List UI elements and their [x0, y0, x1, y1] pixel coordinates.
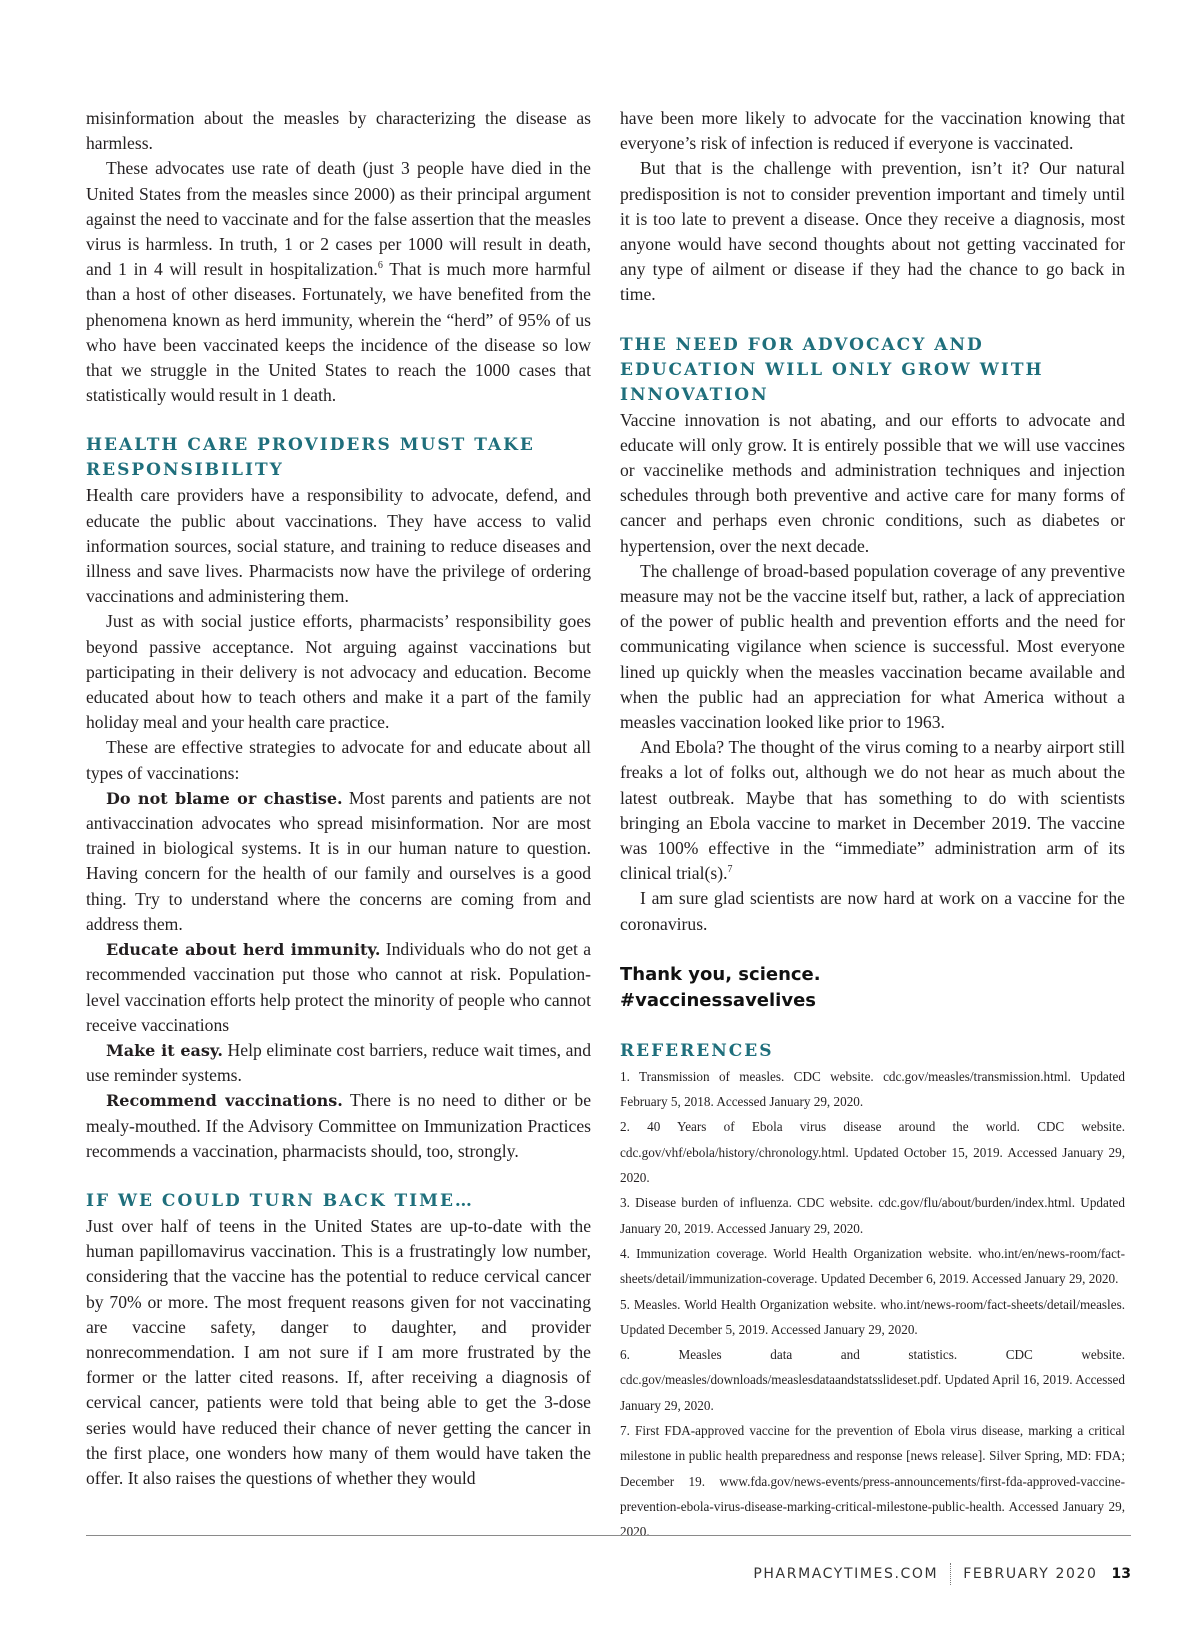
strategy-lead: Make it easy. — [106, 1040, 223, 1060]
hashtag: #vaccinessavelives — [620, 989, 817, 1011]
reference-item: 5. Measles. World Health Organization website. who.int/news-room/fact-sheets/detail/measles. Updated December 5, 2019. Accessed January 29, 2020. — [620, 1296, 1125, 1337]
references-list — [620, 1064, 1125, 1545]
page-number: 13 — [1111, 1566, 1131, 1582]
footnote-ref: 7 — [727, 864, 733, 876]
paragraph — [86, 156, 591, 408]
references-heading: REFERENCES — [620, 1040, 774, 1061]
reference-item: 6. Measles data and statistics. CDC website. cdc.gov/measles/downloads/measlesdataandstatsslideset.pdf. Updated April 16, 2019. Accessed January 29, 2020. — [620, 1347, 1125, 1413]
reference-item: 1. Transmission of measles. CDC website. cdc.gov/measles/transmission.html. Updated February 5, 2018. Accessed January 29, 2020. — [620, 1068, 1125, 1110]
strategy-text: Help eliminate cost barriers, reduce wait times, and use reminder systems. — [86, 1039, 591, 1086]
footer-issue: FEBRUARY 2020 — [963, 1566, 1098, 1582]
strategy-lead: Educate about herd immunity. — [106, 940, 381, 960]
reference-item: 7. First FDA-approved vaccine for the prevention of Ebola virus disease, marking a critical milestone in public health preparedness and response [news release]. Silver Spring, MD: FDA; December 19. www.fda.gov/news-events/press-announcements/first-fda-approved-vaccine-prevention-ebola-virus-disease-marking-critical-milestone-public-health. Accessed January 29, 2020. — [620, 1423, 1125, 1540]
reference-item: 3. Disease burden of influenza. CDC website. cdc.gov/flu/about/burden/index.html. Updated January 20, 2019. Accessed January 29, 2020. — [620, 1195, 1125, 1236]
strategy-item — [86, 1088, 591, 1164]
footer-site: PHARMACYTIMES.COM — [753, 1566, 939, 1582]
strategy-lead: Recommend vaccinations. — [106, 1091, 343, 1111]
paragraph: The challenge of broad-based population coverage of any preventive measure may not be the vaccine itself but, rather, a lack of appreciation of the power of public health and prevention efforts and the need for communicating vigilance when science is successful. Most everyone lined up quickly when the measles vaccination became available and when the public had an appreciation for what America without a measles vaccination looked like prior to 1963. — [620, 560, 1125, 733]
paragraph: But that is the challenge with prevention, isn’t it? Our natural predisposition is not to consider prevention important and timely until it is too late to prevent a disease. Once they receive a diagnosis, most anyone would have second thoughts about not getting vaccinated for any type of ailment or disease if they had the chance to go back in time. — [620, 158, 1125, 305]
paragraph: Just over half of teens in the United States are up-to-date with the human papillomavirus vaccination. This is a frustratingly low number, considering that the vaccine has the potential to reduce cervical cancer by 70% or more. The most frequent reasons given for not vaccinating are vaccine safety, danger to daughter, and provider nonrecommendation. I am not sure if I am more frustrated by the former or the latter cited reasons. If, after receiving a diagnosis of cervical cancer, patients were told that being able to get the 3-dose series would have reduced their chance of never getting the cancer in the first place, one wonders how many of them would have taken the offer. It also raises the questions of whether they would — [86, 1215, 591, 1488]
paragraph: misinformation about the measles by characterizing the disease as harmless. — [86, 108, 591, 154]
strategy-text: Individuals who do not get a recommended vaccination put those who cannot at risk. Population-level vaccination efforts help protect the minority of people who cannot receive vaccinations — [86, 939, 591, 1035]
paragraph: Health care providers have a responsibility to advocate, defend, and educate the public about vaccinations. They have access to valid information sources, social stature, and training to reduce diseases and illness and save lives. Pharmacists now have the privilege of ordering vaccinations and administering them. — [86, 485, 591, 607]
paragraph: I am sure glad scientists are now hard at work on a vaccine for the coronavirus. — [620, 888, 1125, 934]
page-footer — [753, 1563, 1131, 1585]
section-heading: THE NEED FOR ADVOCACY AND EDUCATION WILL ONLY GROW WITH INNOVATION — [620, 334, 1044, 405]
section-heading: IF WE COULD TURN BACK TIME… — [86, 1190, 474, 1211]
closing-line: Thank you, science. — [620, 963, 821, 985]
left-column — [86, 106, 591, 1491]
footer-divider — [86, 1535, 1131, 1536]
paragraph — [620, 735, 1125, 886]
paragraph-text: And Ebola? The thought of the virus coming to a nearby airport still freaks a lot of folks out, although we do not hear as much about the latest outbreak. Maybe that has something to do with scientists bringing an Ebola vaccine to market in December 2019. The vaccine was 100% effective in the “immediate” administration arm of its clinical trial(s). — [620, 737, 1125, 884]
footnote-ref: 6 — [377, 260, 383, 272]
paragraph: These are effective strategies to advocate for and educate about all types of vaccinations: — [86, 737, 591, 783]
strategy-item — [86, 786, 591, 937]
reference-item: 4. Immunization coverage. World Health Organization website. who.int/en/news-room/fact-sheets/detail/immunization-coverage. Updated December 6, 2019. Accessed January 29, 2020. — [620, 1245, 1125, 1287]
paragraph-text: That is much more harmful than a host of other diseases. Fortunately, we have benefited from the phenomena known as herd immunity, wherein the “herd” of 95% of us who have been vaccinated keeps the incidence of the disease so low that we struggle in the United States to reach the 1000 cases that statistically would result in 1 death. — [86, 259, 591, 406]
paragraph-text: These advocates use rate of death (just 3 people have died in the United States from the measles since 2000) as their principal argument against the need to vaccinate and for the false assertion that the measles virus is harmless. In truth, 1 or 2 cases per 1000 will result in death, and 1 in 4 will result in hospitalization. — [86, 158, 591, 280]
footer-separator — [950, 1563, 951, 1585]
strategy-text: There is no need to dither or be mealy-mouthed. If the Advisory Committee on Immunization Practices recommends a vaccination, pharmacists should, too, strongly. — [86, 1090, 591, 1161]
paragraph: Vaccine innovation is not abating, and our efforts to advocate and educate will only grow. It is entirely possible that we will use vaccines or vaccinelike methods and administration techniques and injection schedules through both preventive and active care for many forms of cancer and perhaps even chronic conditions, such as diabetes or hypertension, over the next decade. — [620, 409, 1125, 556]
strategy-item — [86, 1038, 591, 1088]
paragraph: Just as with social justice efforts, pharmacists’ responsibility goes beyond passive acceptance. Not arguing against vaccinations but participating in their delivery is not advocacy and education. Become educated about how to teach others and make it a part of the family holiday meal and your health care practice. — [86, 611, 591, 733]
right-column — [620, 106, 1125, 1545]
section-heading: HEALTH CARE PROVIDERS MUST TAKE RESPONSIBILITY — [86, 435, 535, 481]
strategy-item — [86, 937, 591, 1038]
strategy-text: Most parents and patients are not antivaccination advocates who spread misinformation. Nor are most trained in biological systems. It is in our human nature to question. Having concern for the health of our family and ourselves is a good thing. Try to understand where the concerns are coming from and address them. — [86, 787, 591, 934]
reference-item: 2. 40 Years of Ebola virus disease around the world. CDC website. cdc.gov/vhf/ebola/history/chronology.html. Updated October 15, 2019. Accessed January 29, 2020. — [620, 1119, 1125, 1186]
paragraph: have been more likely to advocate for the vaccination knowing that everyone’s risk of infection is reduced if everyone is vaccinated. — [620, 108, 1125, 154]
strategy-lead: Do not blame or chastise. — [106, 788, 343, 808]
